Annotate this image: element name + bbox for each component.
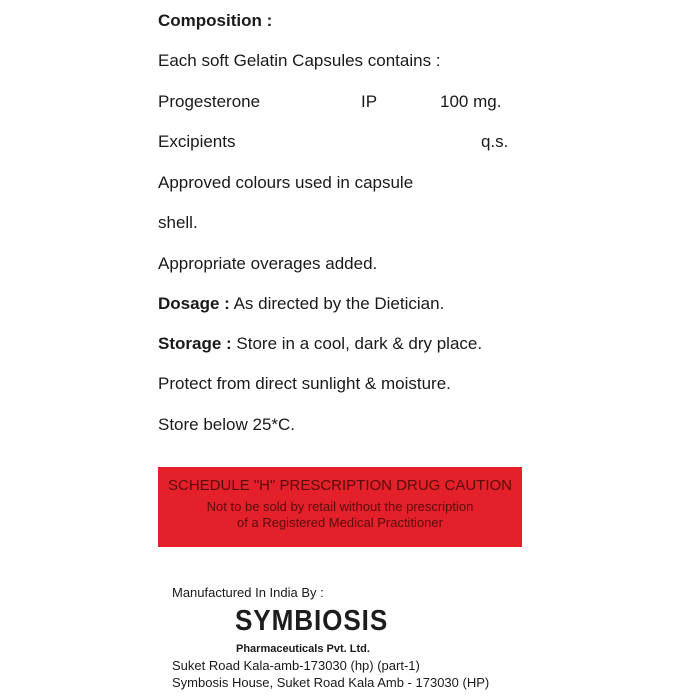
- dosage-text: As directed by the Dietician.: [229, 294, 445, 313]
- storage-text: Store in a cool, dark & dry place.: [231, 334, 483, 353]
- ingredient-standard-progesterone: IP: [361, 92, 378, 111]
- manufacturer-intro: Manufactured In India By :: [172, 585, 324, 600]
- storage-line: [158, 334, 482, 354]
- colours-line-1: Approved colours used in capsule: [158, 173, 414, 192]
- dosage-label: Dosage :: [158, 294, 230, 313]
- composition-intro: Each soft Gelatin Capsules contains :: [158, 51, 441, 70]
- manufacturer-logo-name: SYMBIOSIS: [235, 605, 389, 637]
- storage-label: Storage :: [158, 334, 232, 353]
- manufacturer-address-2: Symbosis House, Suket Road Kala Amb - 173030 (HP): [172, 675, 490, 690]
- caution-line-1: Not to be sold by retail without the prescription: [206, 499, 474, 514]
- temperature-line: Store below 25*C.: [158, 415, 296, 434]
- dosage-line: [158, 294, 444, 314]
- ingredient-name-progesterone: Progesterone: [158, 92, 261, 111]
- colours-line-2: shell.: [158, 213, 198, 232]
- prescription-caution-box: [158, 467, 522, 547]
- protect-line: Protect from direct sunlight & moisture.: [158, 374, 451, 393]
- ingredient-amount-progesterone: 100 mg.: [440, 92, 502, 111]
- caution-line-2: of a Registered Medical Practitioner: [237, 515, 443, 530]
- caution-title: SCHEDULE "H" PRESCRIPTION DRUG CAUTION: [167, 477, 513, 494]
- ingredient-amount-excipients: q.s.: [481, 132, 509, 151]
- ingredient-name-excipients: Excipients: [158, 132, 236, 151]
- overages-line: Appropriate overages added.: [158, 254, 378, 273]
- composition-heading: Composition :: [158, 11, 273, 30]
- manufacturer-subtitle: Pharmaceuticals Pvt. Ltd.: [236, 643, 370, 655]
- caution-body: [158, 499, 522, 531]
- manufacturer-address-1: Suket Road Kala-amb-173030 (hp) (part-1): [172, 658, 420, 673]
